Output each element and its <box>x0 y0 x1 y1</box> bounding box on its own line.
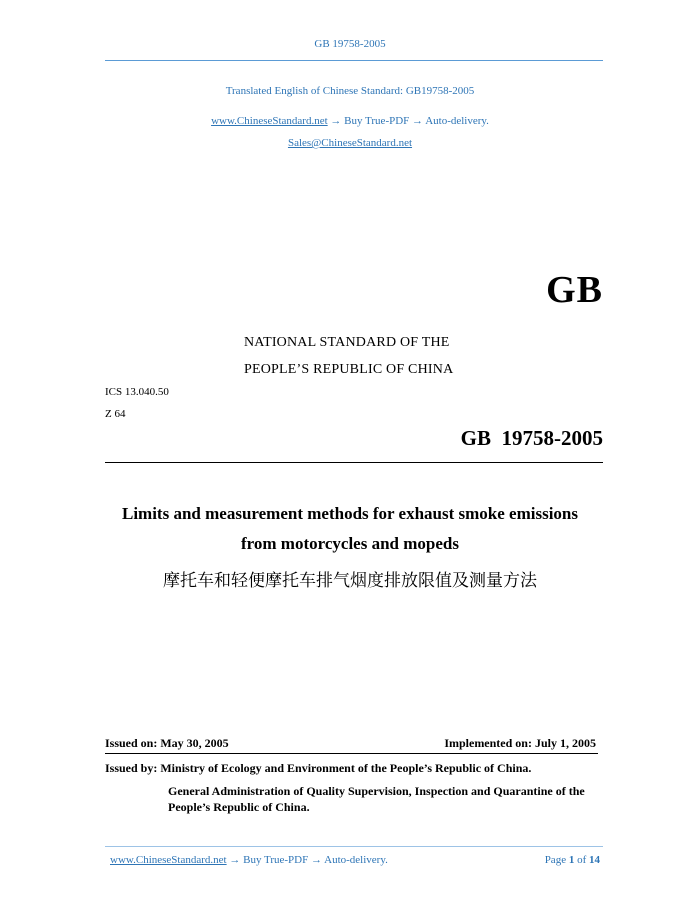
page-of: of <box>577 854 587 866</box>
arrow-icon: → <box>310 854 322 866</box>
issuer-2: General Administration of Quality Supervision, Inspection and Quarantine of the People’s Republic of China. <box>168 784 585 814</box>
classification-code: Z 64 <box>105 408 126 420</box>
promo-links <box>0 115 700 127</box>
page-indicator <box>545 854 600 866</box>
implemented-on-label: Implemented on: <box>444 736 532 750</box>
buy-pdf-text: Buy True-PDF <box>344 115 410 127</box>
arrow-icon: → <box>330 115 342 127</box>
page-current: 1 <box>568 854 575 866</box>
header-divider <box>105 60 603 61</box>
footer-buy-pdf-text: Buy True-PDF <box>243 854 309 866</box>
issued-on-date: May 30, 2005 <box>160 736 229 750</box>
issuance-divider <box>105 753 598 754</box>
page-total: 14 <box>589 854 600 866</box>
site-link[interactable]: www.ChineseStandard.net <box>211 115 328 127</box>
translated-notice: Translated English of Chinese Standard: GB19758-2005 <box>225 85 475 97</box>
footer-divider <box>105 846 603 847</box>
auto-delivery-text: Auto-delivery. <box>425 115 489 127</box>
gb-logo: GB <box>546 269 603 311</box>
arrow-icon: → <box>412 115 424 127</box>
title-line1: Limits and measurement methods for exhaust smoke emissions <box>121 504 579 523</box>
national-standard-line1: NATIONAL STANDARD OF THE <box>244 335 450 350</box>
standard-divider <box>105 462 603 463</box>
sales-email-link[interactable]: Sales@ChineseStandard.net <box>287 137 413 149</box>
issued-by <box>105 761 531 776</box>
title-line2: from motorcycles and mopeds <box>241 534 459 553</box>
email-row <box>0 137 700 149</box>
issuer-1: Ministry of Ecology and Environment of the People’s Republic of China. <box>160 761 532 775</box>
issued-on <box>105 736 229 751</box>
issued-by-label: Issued by: <box>105 761 158 775</box>
footer-site-link[interactable]: www.ChineseStandard.net <box>110 854 227 866</box>
ics-code: ICS 13.040.50 <box>105 386 169 398</box>
title-chinese: 摩托车和轻便摩托车排气烟度排放限值及测量方法 <box>163 571 537 591</box>
national-standard-line2: PEOPLE’S REPUBLIC OF CHINA <box>244 362 454 377</box>
issued-on-label: Issued on: <box>105 736 158 750</box>
arrow-icon: → <box>229 854 241 866</box>
footer-links <box>110 854 388 866</box>
footer-auto-delivery-text: Auto-delivery. <box>324 854 388 866</box>
implemented-on-date: July 1, 2005 <box>534 736 596 750</box>
header-title: GB 19758-2005 <box>314 38 386 50</box>
implemented-on <box>444 736 596 751</box>
page-label: Page <box>544 854 567 866</box>
standard-number: GB 19758-2005 <box>460 426 603 450</box>
